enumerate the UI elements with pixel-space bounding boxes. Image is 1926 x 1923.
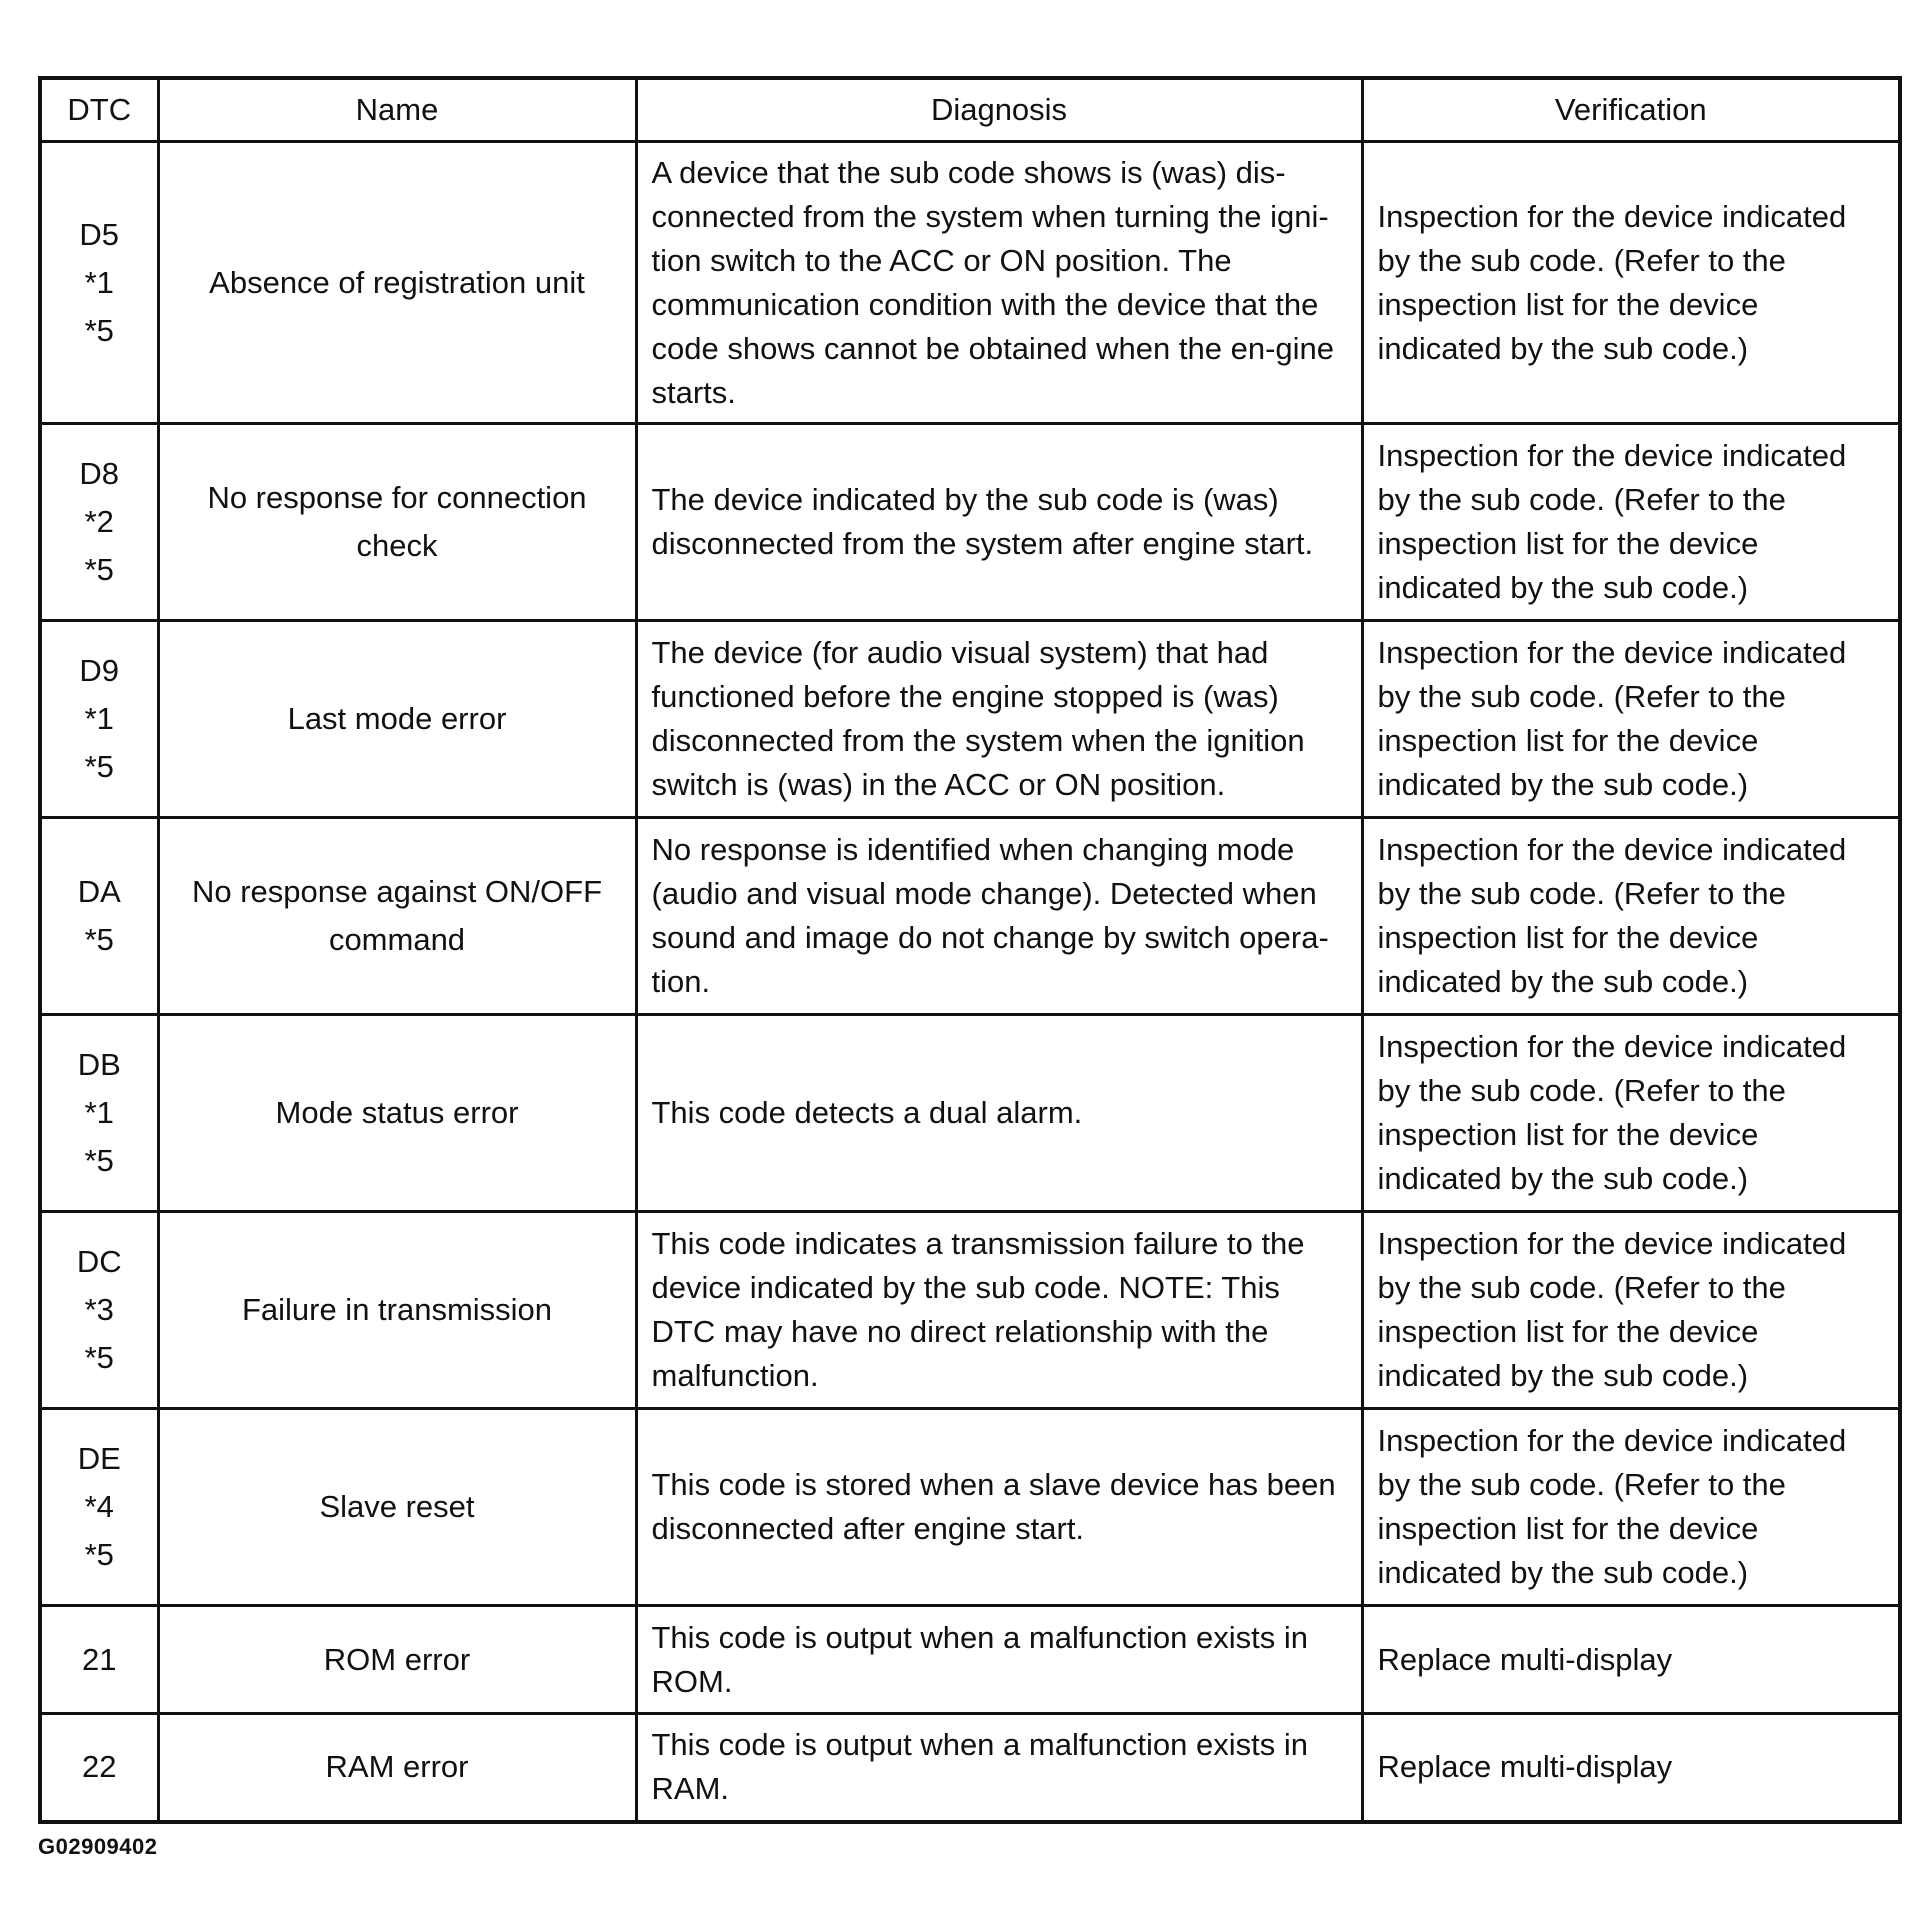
verification-cell: Replace multi-display	[1362, 1606, 1900, 1714]
verification-cell: Inspection for the device indicated by the sub code. (Refer to the inspection list for the device indicated by the sub code.)	[1362, 142, 1900, 424]
dtc-table	[38, 76, 1902, 1824]
diagnosis-cell: This code is output when a malfunction exists in RAM.	[636, 1714, 1362, 1822]
header-name: Name	[158, 78, 636, 142]
header-diagnosis: Diagnosis	[636, 78, 1362, 142]
verification-cell: Inspection for the device indicated by the sub code. (Refer to the inspection list for the device indicated by the sub code.)	[1362, 818, 1900, 1015]
diagnosis-cell: The device indicated by the sub code is (was) disconnected from the system after engine start.	[636, 424, 1362, 621]
dtc-name-cell: Absence of registration unit	[158, 142, 636, 424]
dtc-code-cell: DC *3 *5	[40, 1212, 158, 1409]
dtc-code-cell: D8 *2 *5	[40, 424, 158, 621]
verification-cell: Inspection for the device indicated by the sub code. (Refer to the inspection list for the device indicated by the sub code.)	[1362, 1212, 1900, 1409]
header-verification: Verification	[1362, 78, 1900, 142]
dtc-code-cell: D9 *1 *5	[40, 621, 158, 818]
dtc-code-cell: DA *5	[40, 818, 158, 1015]
diagnosis-cell: This code is output when a malfunction exists in ROM.	[636, 1606, 1362, 1714]
dtc-name-cell: No response for connection check	[158, 424, 636, 621]
verification-cell: Inspection for the device indicated by the sub code. (Refer to the inspection list for the device indicated by the sub code.)	[1362, 1015, 1900, 1212]
verification-cell: Inspection for the device indicated by the sub code. (Refer to the inspection list for the device indicated by the sub code.)	[1362, 1409, 1900, 1606]
diagnosis-cell: This code indicates a transmission failure to the device indicated by the sub code. NOTE: This DTC may have no direct relationship with the malfunction.	[636, 1212, 1362, 1409]
header-dtc: DTC	[40, 78, 158, 142]
verification-cell: Replace multi-display	[1362, 1714, 1900, 1822]
dtc-name-cell: ROM error	[158, 1606, 636, 1714]
dtc-code-cell: 21	[40, 1606, 158, 1714]
table-row	[40, 1015, 1900, 1212]
table-row	[40, 424, 1900, 621]
table-row	[40, 1714, 1900, 1822]
dtc-code-cell: 22	[40, 1714, 158, 1822]
table-row	[40, 1212, 1900, 1409]
diagnosis-cell: A device that the sub code shows is (was) dis-connected from the system when turning the igni-tion switch to the ACC or ON position. The communication condition with the device that the code shows cannot be obtained when the en-gine starts.	[636, 142, 1362, 424]
figure-id: G02909402	[38, 1834, 158, 1859]
dtc-name-cell: Slave reset	[158, 1409, 636, 1606]
table-row	[40, 142, 1900, 424]
dtc-code-cell: D5 *1 *5	[40, 142, 158, 424]
diagnosis-cell: This code detects a dual alarm.	[636, 1015, 1362, 1212]
dtc-code-cell: DB *1 *5	[40, 1015, 158, 1212]
dtc-name-cell: Last mode error	[158, 621, 636, 818]
dtc-name-cell: Failure in transmission	[158, 1212, 636, 1409]
table-row	[40, 621, 1900, 818]
dtc-code-cell: DE *4 *5	[40, 1409, 158, 1606]
dtc-name-cell: No response against ON/OFF command	[158, 818, 636, 1015]
diagnosis-cell: The device (for audio visual system) that had functioned before the engine stopped is (was) disconnected from the system when the ignition switch is (was) in the ACC or ON position.	[636, 621, 1362, 818]
table-row	[40, 1606, 1900, 1714]
verification-cell: Inspection for the device indicated by the sub code. (Refer to the inspection list for the device indicated by the sub code.)	[1362, 621, 1900, 818]
diagnosis-cell: No response is identified when changing mode (audio and visual mode change). Detected when sound and image do not change by switch opera-tion.	[636, 818, 1362, 1015]
dtc-name-cell: Mode status error	[158, 1015, 636, 1212]
table-row	[40, 1409, 1900, 1606]
diagnosis-cell: This code is stored when a slave device has been disconnected after engine start.	[636, 1409, 1362, 1606]
table-row	[40, 818, 1900, 1015]
table-header-row	[40, 78, 1900, 142]
dtc-name-cell: RAM error	[158, 1714, 636, 1822]
verification-cell: Inspection for the device indicated by the sub code. (Refer to the inspection list for the device indicated by the sub code.)	[1362, 424, 1900, 621]
